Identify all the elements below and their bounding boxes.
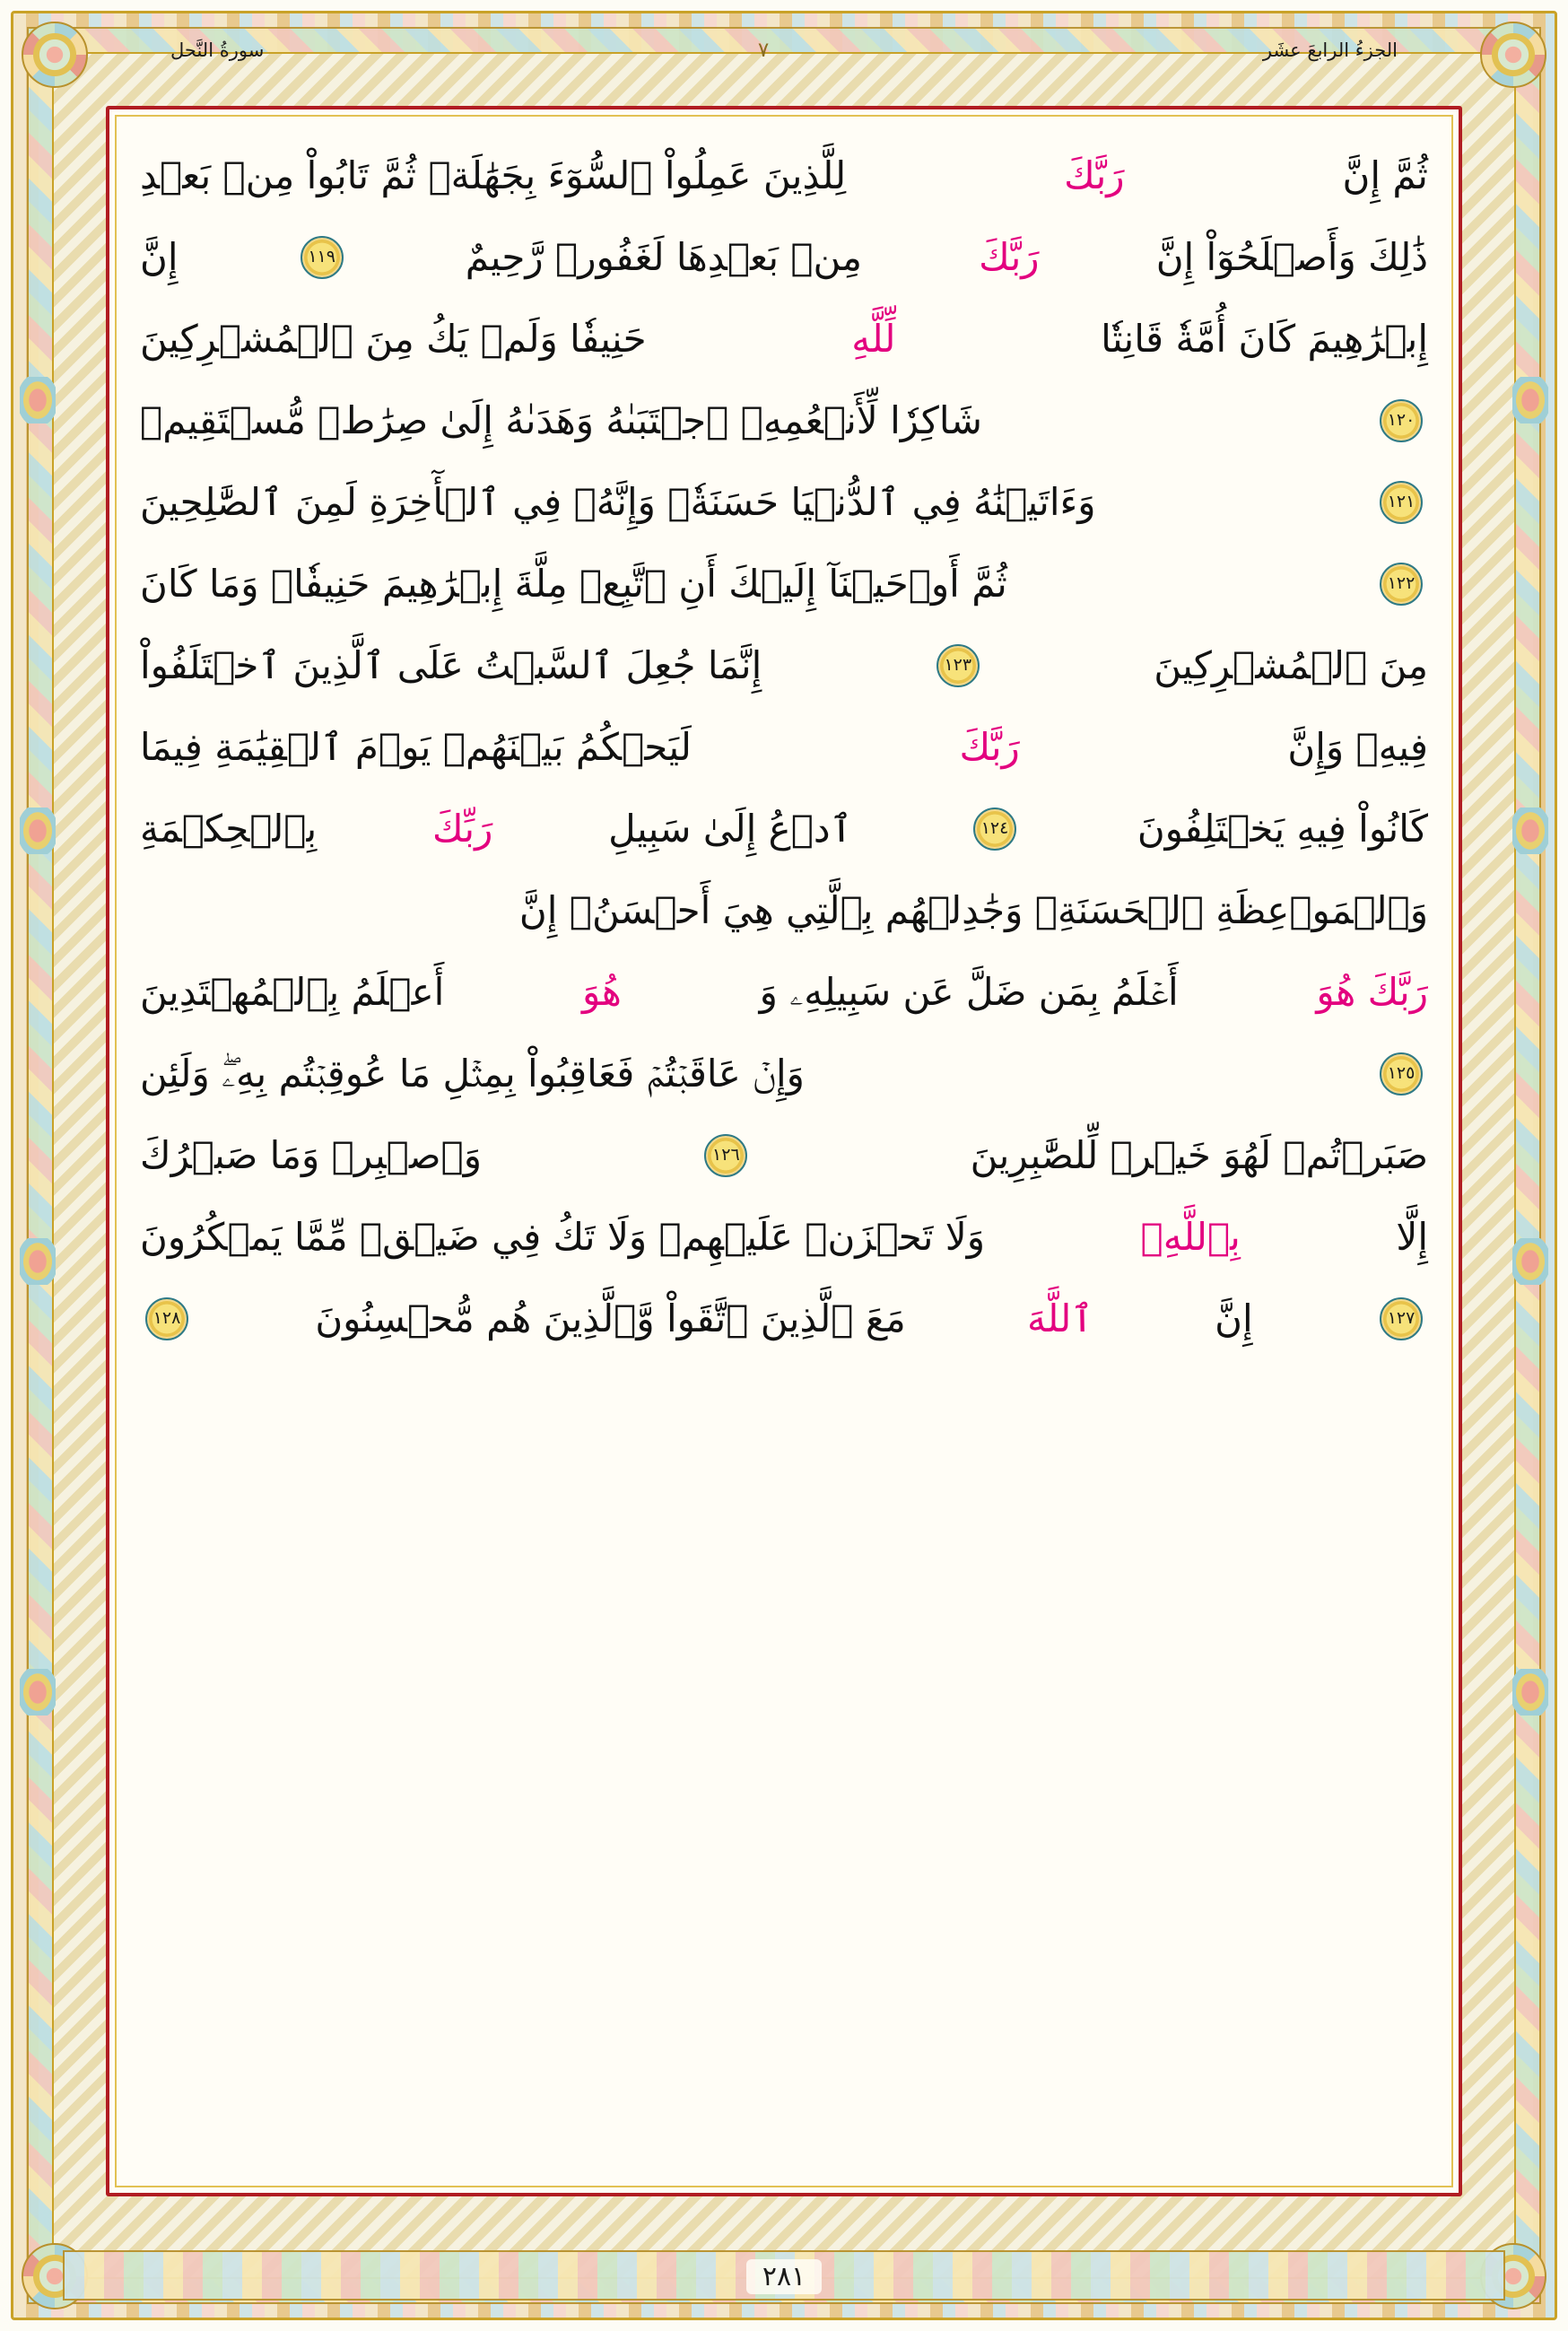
- verse-text: وَٱصۡبِرۡ وَمَا صَبۡرُكَ: [140, 1132, 483, 1177]
- highlighted-word: رَبَّكَ: [979, 234, 1040, 279]
- highlighted-word: لِّلَّهِ: [851, 316, 896, 361]
- highlighted-word: رَبِّكَ: [431, 806, 493, 851]
- page-header: [63, 23, 1505, 77]
- ayah-line: [140, 1196, 1428, 1278]
- floral-medallion-icon: [1512, 1669, 1548, 1716]
- verse-text: كَانُواْ فِيهِ يَخۡتَلِفُونَ: [1137, 806, 1428, 851]
- verse-text: إِنَّ: [1215, 1296, 1253, 1340]
- juz-label: الجزءُ الرابعَ عشَر: [1262, 39, 1398, 61]
- header-ornament: ٧: [757, 39, 770, 62]
- verse-text: أَعۡلَمُ بِمَن ضَلَّ عَن سَبِيلِهِۦ وَ: [759, 969, 1179, 1014]
- ayah-line: [140, 1033, 1428, 1114]
- highlighted-word: هُوَ: [582, 969, 622, 1014]
- verse-text: وَٱلۡمَوۡعِظَةِ ٱلۡحَسَنَةِۖ وَجَٰدِلۡهُم بِٱلَّتِي هِيَ أَحۡسَنُۚ إِنَّ: [518, 887, 1428, 932]
- floral-medallion-icon: [1512, 1238, 1548, 1285]
- highlighted-word: رَبَّكَ: [1064, 153, 1125, 197]
- ayah-line: [140, 461, 1428, 543]
- surah-label: سورةُ النَّحل: [170, 39, 265, 61]
- ayah-number-marker: ١٢٣: [936, 644, 980, 687]
- floral-medallion-icon: [20, 808, 56, 854]
- ayah-number-marker: ١١٩: [301, 236, 344, 279]
- ayah-number-marker: ١٢٦: [704, 1134, 747, 1177]
- ayah-line: [140, 135, 1428, 216]
- ayah-line: [140, 869, 1428, 951]
- ayah-number-marker: ١٢١: [1380, 481, 1423, 524]
- verse-text: وَءَاتَيۡنَٰهُ فِي ٱلدُّنۡيَا حَسَنَةٗۖ وَإِنَّهُۥ فِي ٱلۡأٓخِرَةِ لَمِنَ ٱلصَّٰلِحِينَ: [140, 479, 1096, 524]
- floral-medallion-icon: [1512, 377, 1548, 423]
- ayah-number-marker: ١٢٨: [145, 1297, 188, 1340]
- verse-text: إِنَّ: [140, 234, 179, 279]
- highlighted-word: رَبَّكَ: [959, 724, 1020, 769]
- ayah-line: [140, 298, 1428, 380]
- floral-medallion-icon: [1512, 808, 1548, 854]
- ayah-line: [140, 1278, 1428, 1359]
- verse-text: أَعۡلَمُ بِٱلۡمُهۡتَدِينَ: [140, 969, 445, 1014]
- ayah-number-marker: ١٢٢: [1380, 563, 1423, 606]
- verse-text: ٱدۡعُ إِلَىٰ سَبِيلِ: [608, 806, 853, 851]
- page-footer: [0, 2245, 1568, 2308]
- ayah-lines: [140, 135, 1428, 1359]
- floral-medallion-icon: [20, 1669, 56, 1716]
- ayah-line: [140, 788, 1428, 869]
- verse-text: فِيهِۚ وَإِنَّ: [1287, 724, 1428, 769]
- highlighted-word: رَبَّكَ هُوَ: [1316, 969, 1428, 1014]
- verse-text: ثُمَّ أَوۡحَيۡنَآ إِلَيۡكَ أَنِ ٱتَّبِعۡ مِلَّةَ إِبۡرَٰهِيمَ حَنِيفٗاۖ وَمَا كَانَ: [140, 561, 1007, 606]
- verse-text: لِلَّذِينَ عَمِلُواْ ٱلسُّوٓءَ بِجَهَٰلَةٖ ثُمَّ تَابُواْ مِنۢ بَعۡدِ: [140, 153, 847, 197]
- floral-medallion-icon: [20, 1238, 56, 1285]
- ayah-number-marker: ١٢٥: [1380, 1052, 1423, 1096]
- verse-text: مِنۢ بَعۡدِهَا لَغَفُورٞ رَّحِيمٌ: [465, 234, 863, 279]
- ayah-line: [140, 1114, 1428, 1196]
- ayah-line: [140, 216, 1428, 298]
- floral-medallion-icon: [20, 377, 56, 423]
- verse-text: مَعَ ٱلَّذِينَ ٱتَّقَواْ وَّٱلَّذِينَ هُم مُّحۡسِنُونَ: [315, 1296, 906, 1340]
- verse-text: إِبۡرَٰهِيمَ كَانَ أُمَّةٗ قَانِتٗا: [1101, 316, 1428, 361]
- verse-text: ذَٰلِكَ وَأَصۡلَحُوٓاْ إِنَّ: [1155, 234, 1428, 279]
- verse-text: إِلَّا: [1396, 1214, 1428, 1259]
- ayah-line: [140, 951, 1428, 1033]
- verse-text: صَبَرۡتُمۡ لَهُوَ خَيۡرٞ لِّلصَّٰبِرِينَ: [970, 1132, 1428, 1177]
- verse-text: وَإِنۡ عَاقَبۡتُمۡ فَعَاقِبُواْ بِمِثۡلِ مَا عُوقِبۡتُم بِهِۦۖ وَلَئِن: [140, 1051, 805, 1096]
- ayah-number-marker: ١٢٠: [1380, 399, 1423, 442]
- ayah-line: [140, 624, 1428, 706]
- ayah-number-marker: ١٢٧: [1380, 1297, 1423, 1340]
- ayah-line: [140, 543, 1428, 624]
- verse-text: لَيَحۡكُمُ بَيۡنَهُمۡ يَوۡمَ ٱلۡقِيَٰمَةِ فِيمَا: [140, 724, 692, 769]
- verse-text: ثُمَّ إِنَّ: [1342, 153, 1428, 197]
- highlighted-word: بِٱللَّهِۚ: [1140, 1214, 1241, 1259]
- ayah-number-marker: ١٢٤: [973, 808, 1016, 851]
- ayah-line: [140, 706, 1428, 788]
- verse-text: مِنَ ٱلۡمُشۡرِكِينَ: [1154, 642, 1428, 687]
- verse-text: إِنَّمَا جُعِلَ ٱلسَّبۡتُ عَلَى ٱلَّذِينَ ٱخۡتَلَفُواْ: [140, 642, 762, 687]
- verse-text: شَاكِرٗا لِّأَنۡعُمِهِۚ ٱجۡتَبَىٰهُ وَهَدَىٰهُ إِلَىٰ صِرَٰطٖ مُّسۡتَقِيمٖ: [140, 397, 982, 442]
- quran-text-panel: [106, 106, 1462, 2196]
- page-number: ٢٨١: [746, 2259, 822, 2294]
- highlighted-word: ٱللَّهَ: [1027, 1296, 1093, 1340]
- verse-text: وَلَا تَحۡزَنۡ عَلَيۡهِمۡ وَلَا تَكُ فِي ضَيۡقٖ مِّمَّا يَمۡكُرُونَ: [140, 1214, 986, 1259]
- verse-text: حَنِيفٗا وَلَمۡ يَكُ مِنَ ٱلۡمُشۡرِكِينَ: [140, 316, 647, 361]
- ayah-line: [140, 380, 1428, 461]
- verse-text: بِٱلۡحِكۡمَةِ: [140, 806, 318, 851]
